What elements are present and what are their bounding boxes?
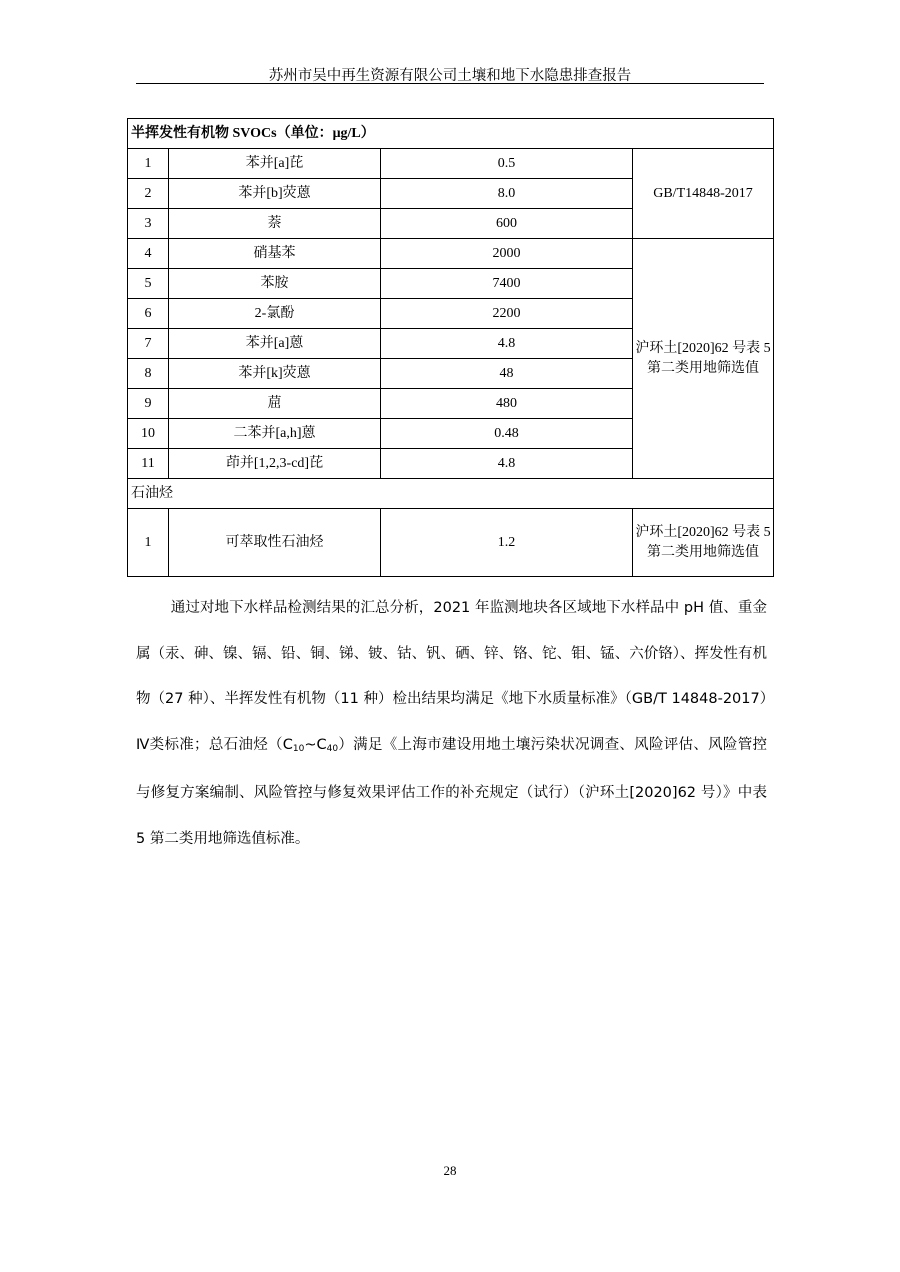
- row-number: 1: [128, 509, 169, 577]
- substance-name: 萘: [169, 209, 381, 239]
- table-section-row: [128, 479, 774, 509]
- screening-value: 600: [381, 209, 633, 239]
- standard-reference: 沪环土[2020]62 号表 5 第二类用地筛选值: [633, 239, 774, 479]
- screening-value: 0.5: [381, 149, 633, 179]
- table-section-row: [128, 119, 774, 149]
- paragraph-text: ~C: [304, 737, 327, 754]
- screening-value: 8.0: [381, 179, 633, 209]
- substance-name: 苯并[b]荧蒽: [169, 179, 381, 209]
- substance-name: 苯并[k]荧蒽: [169, 359, 381, 389]
- substance-name: 䓛: [169, 389, 381, 419]
- row-number: 10: [128, 419, 169, 449]
- substance-name: 二苯并[a,h]蒽: [169, 419, 381, 449]
- row-number: 5: [128, 269, 169, 299]
- section-heading-svoc: 半挥发性有机物 SVOCs（单位：μg/L）: [128, 119, 774, 149]
- section-heading-tph: 石油烃: [128, 479, 774, 509]
- substance-name: 苯并[a]蒽: [169, 329, 381, 359]
- summary-paragraph: [136, 586, 767, 862]
- paragraph-text: ）满足《上海市建设用地土壤污染状况调查、风险评估、风险管控与修复方案编制、风险管控与修复效果评估工作的补充规定（试行）（沪环土[2020]62 号）》中表 5 第二类用地筛选值标准。: [136, 737, 767, 847]
- row-number: 7: [128, 329, 169, 359]
- row-number: 8: [128, 359, 169, 389]
- page-number: 28: [443, 1163, 457, 1178]
- screening-standards-table: [127, 118, 774, 577]
- screening-value: 0.48: [381, 419, 633, 449]
- standard-reference: 沪环土[2020]62 号表 5 第二类用地筛选值: [633, 509, 774, 577]
- subscript: 40: [326, 744, 339, 755]
- substance-name: 可萃取性石油烃: [169, 509, 381, 577]
- screening-value: 4.8: [381, 329, 633, 359]
- page-header-title: 苏州市吴中再生资源有限公司土壤和地下水隐患排查报告: [268, 68, 632, 84]
- standard-reference: GB/T14848-2017: [633, 149, 774, 239]
- substance-name: 2-氯酚: [169, 299, 381, 329]
- table-row: [128, 149, 774, 179]
- row-number: 11: [128, 449, 169, 479]
- screening-value: 48: [381, 359, 633, 389]
- screening-value: 4.8: [381, 449, 633, 479]
- table-row: [128, 239, 774, 269]
- substance-name: 苯胺: [169, 269, 381, 299]
- header-divider: [136, 83, 764, 84]
- substance-name: 苯并[a]芘: [169, 149, 381, 179]
- row-number: 1: [128, 149, 169, 179]
- substance-name: 茚并[1,2,3-cd]芘: [169, 449, 381, 479]
- row-number: 2: [128, 179, 169, 209]
- screening-value: 7400: [381, 269, 633, 299]
- table-row: [128, 509, 774, 577]
- screening-value: 2000: [381, 239, 633, 269]
- paragraph-text: 通过对地下水样品检测结果的汇总分析，2021 年监测地块各区域地下水样品中 pH 值、重金属（汞、砷、镍、镉、铅、铜、锑、铍、钴、钒、硒、锌、铬、铊、钼、锰、六价铬）、挥发性有机物（27 种）、半挥发性有机物（11 种）检出结果均满足《地下水质量标准》（GB/T 14848-2017）Ⅳ类标准；总石油烃（C: [136, 600, 767, 754]
- row-number: 3: [128, 209, 169, 239]
- row-number: 6: [128, 299, 169, 329]
- row-number: 9: [128, 389, 169, 419]
- screening-value: 2200: [381, 299, 633, 329]
- screening-value: 480: [381, 389, 633, 419]
- subscript: 10: [292, 744, 305, 755]
- substance-name: 硝基苯: [169, 239, 381, 269]
- row-number: 4: [128, 239, 169, 269]
- screening-value: 1.2: [381, 509, 633, 577]
